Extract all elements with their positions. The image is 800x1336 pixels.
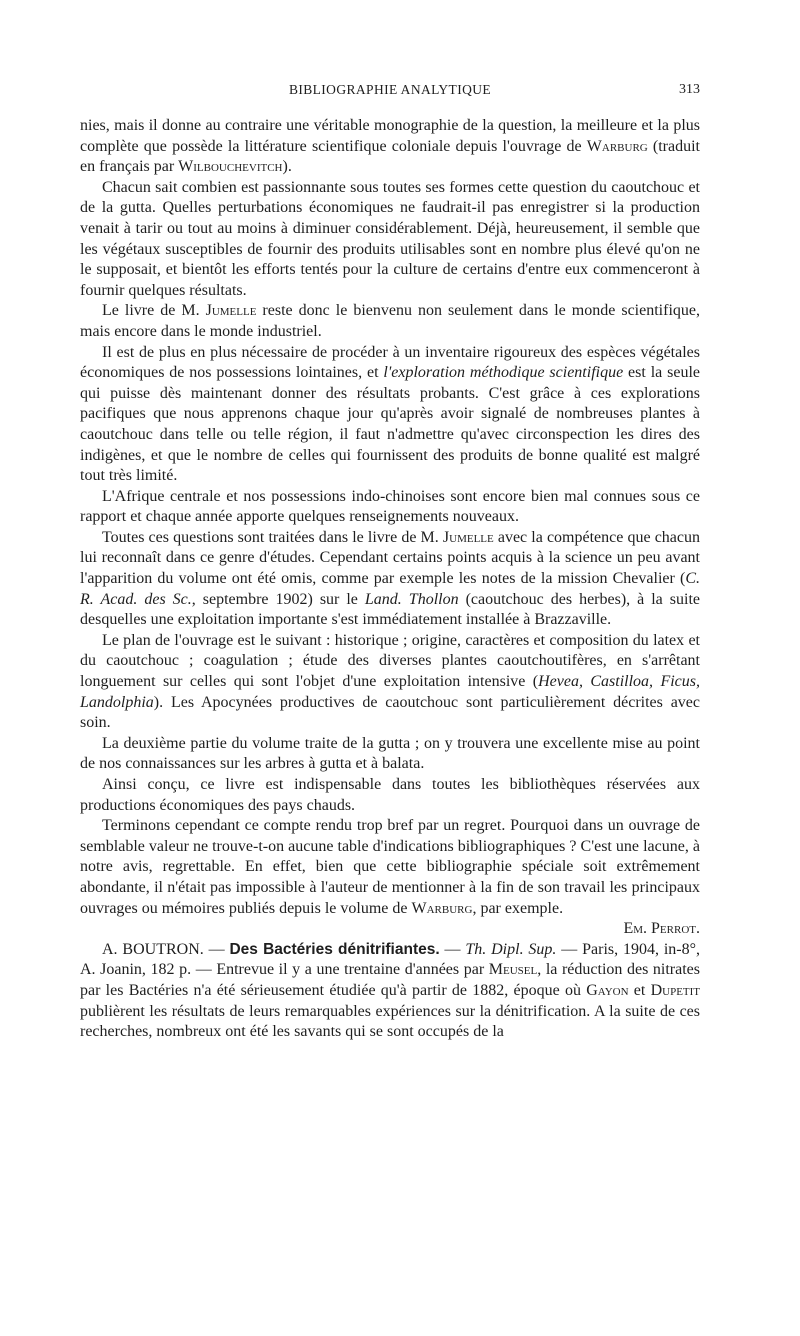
text-run: , par exemple.	[472, 899, 564, 917]
author-name: Jumelle	[442, 528, 494, 546]
text-run: (caoutchouc des herbes), à la suite desquelles une exploitation importante s'est immédiatement installée à Brazzaville.	[80, 590, 700, 629]
author-name: Gayon	[586, 981, 629, 999]
paragraph: La deuxième partie du volume traite de la gutta ; on y trouvera une excellente mise au point de nos connaissances sur les arbres à gutta et à balata.	[80, 734, 700, 773]
review-entry	[80, 940, 700, 1043]
italic-text: Th. Dipl. Sup.	[465, 940, 557, 958]
text-run: ). Les Apocynées productives de caoutchouc sont particulièrement décrites avec soin.	[80, 693, 700, 732]
italic-text: Land. Thollon	[364, 590, 459, 608]
author-name: Dupetit	[650, 981, 701, 999]
text-run: avec la compétence que chacun lui reconnaît dans ce genre d'études. Cependant certains points acquis à la science un peu avant l'apparition du volume ont été omis, comme par exemple les notes de la mission Chevalier (	[80, 528, 700, 588]
text-run: est la seule qui puisse dès maintenant donner des résultats probants. C'est grâce à ces explorations pacifiques que nous apprenons chaque jour qu'après avoir signalé de nombreuses plantes à caoutchouc dans telle ou telle région, il faut n'admettre qu'avec circonspection les dires des indigènes, et que le nombre de celles qui fournissent des produits de bonne qualité est malgré tout très limité.	[80, 364, 700, 485]
text-run: , septembre 1902) sur le	[191, 590, 365, 608]
paragraph: Chacun sait combien est passionnante sous toutes ses formes cette question du caoutchouc et de la gutta. Quelles perturbations économiques ne faudrait-il pas enregistrer si la production venait à tarir ou tout au moins à diminuer considérablement. Déjà, heureusement, il semble que les végétaux susceptibles de fournir des produits utilisables sont en nombre plus élevé qu'on ne le supposait, et bientôt les efforts tentés pour la culture de certains d'entre eux commenceront à fournir quelques résultats.	[80, 178, 700, 299]
text-run: et	[628, 981, 651, 999]
paragraph	[80, 301, 700, 342]
text-run: Le plan de l'ouvrage est le suivant : historique ; origine, caractères et composition du latex et du caoutchouc ; coagulation ; étude des diverses plantes caoutchoutifères, en s'arrêtant longuement sur celles qui sont l'objet d'une exploitation intensive (	[80, 631, 700, 691]
review-title: Des Bactéries dénitrifiantes.	[229, 940, 440, 958]
running-title: BIBLIOGRAPHIE ANALYTIQUE	[288, 82, 492, 97]
text-run: ).	[282, 158, 292, 176]
author-name: Meusel	[488, 961, 538, 979]
paragraph	[80, 631, 700, 734]
text-run: nies, mais il donne au contraire une véritable monographie de la question, la meilleure et la plus complète que possède la littérature scientifique coloniale depuis l'ouvrage de	[80, 117, 700, 155]
italic-text: l'exploration méthodique scientifique	[383, 364, 624, 382]
paragraph	[80, 343, 700, 487]
text-run: —	[439, 940, 466, 958]
text-run: —	[203, 940, 230, 958]
paragraph	[80, 528, 700, 631]
author-name: Warburg	[586, 137, 648, 155]
text-run: Toutes ces questions sont traitées dans le livre de M.	[102, 528, 443, 546]
page-body	[80, 116, 700, 1043]
author-name: Wilbouchevitch	[178, 158, 283, 176]
paragraph	[80, 116, 700, 178]
italic-text: C. R. Acad. des Sc.	[80, 570, 700, 608]
page-header	[80, 82, 700, 108]
review-author: A. BOUTRON.	[102, 940, 204, 958]
page-number: 313	[679, 82, 700, 97]
author-name: Warburg	[411, 899, 473, 917]
review-signature: Em. Perrot.	[623, 920, 700, 938]
text-run: Il est de plus en plus nécessaire de procéder à un inventaire rigoureux des espèces végétales économiques de nos possessions lointaines, et	[80, 343, 700, 382]
text-run: reste donc le bienvenu non seulement dans le monde scientifique, mais encore dans le monde industriel.	[80, 302, 700, 340]
paragraph: Ainsi conçu, ce livre est indispensable dans toutes les bibliothèques réservées aux productions économiques des pays chauds.	[80, 776, 700, 814]
italic-text: Hevea, Castilloa, Ficus, Landolphia	[80, 673, 700, 711]
text-run: Terminons cependant ce compte rendu trop bref par un regret. Pourquoi dans un ouvrage de semblable valeur ne trouve-t-on aucune table d'indications bibliographiques ? C'est une lacune, à notre avis, regrettable. En effet, bien que cette bibliographie spéciale soit extrêmement abondante, il n'était pas impossible à l'auteur de mentionner à la fin de son travail les principaux ouvrages ou mémoires publiés depuis le volume de	[80, 817, 700, 917]
paragraph	[80, 816, 700, 919]
text-run: — Paris, 1904, in-8°, A. Joanin, 182 p. — Entrevue il y a une trentaine d'années par	[80, 940, 701, 979]
text-run: Le livre de M.	[102, 302, 206, 320]
text-run: , la réduction des nitrates par les Bactéries n'a été sérieusement étudiée qu'à partir de 1882, époque où	[80, 961, 701, 999]
paragraph: L'Afrique centrale et nos possessions indo-chinoises sont encore bien mal connues sous ce rapport et chaque année apporte quelques renseignements nouveaux.	[80, 487, 700, 526]
text-run: (traduit en français par	[80, 137, 701, 176]
text-run: publièrent les résultats de leurs remarquables expériences sur la dénitrification. A la suite de ces recherches, nombreux ont été les savants qui se sont occupés de la	[80, 1002, 700, 1041]
author-name: Jumelle	[205, 302, 257, 320]
